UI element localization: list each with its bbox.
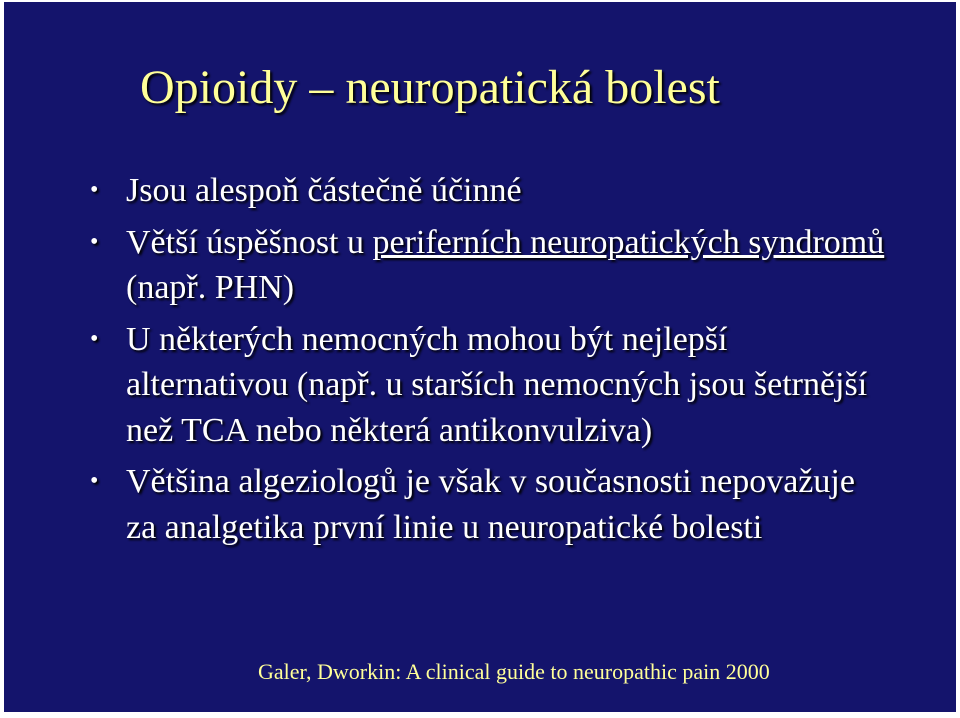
bullet-dot-icon: •	[90, 228, 99, 255]
bullet-item-4	[90, 459, 890, 550]
bullet-dot-icon: •	[90, 325, 99, 352]
bullet-item-3	[90, 317, 890, 454]
slide	[4, 2, 956, 712]
bullet-text-suffix: (např. PHN)	[126, 269, 295, 306]
slide-title: Opioidy – neuropatická bolest	[140, 61, 720, 114]
underlined-term: periferních neuropatických syndromů	[372, 223, 885, 261]
bullet-text: U některých nemocných mohou být nejlepší alternativou (např. u starších nemocných jsou šetrnější než TCA nebo některá antikonvulziva)	[126, 320, 868, 449]
bullet-list	[90, 168, 890, 556]
citation: Galer, Dworkin: A clinical guide to neuropathic pain 2000	[258, 659, 770, 684]
bullet-text: Většina algeziologů je však v současnosti nepovažuje za analgetika první linie u neuropatické bolesti	[126, 463, 855, 546]
bullet-dot-icon: •	[90, 468, 99, 494]
bullet-text: Jsou alespoň částečně účinné	[126, 172, 522, 209]
bullet-text: Větší úspěšnost u	[126, 223, 373, 261]
bullet-dot-icon: •	[90, 177, 99, 203]
bullet-item-2	[90, 220, 890, 311]
bullet-item-1	[90, 168, 890, 214]
